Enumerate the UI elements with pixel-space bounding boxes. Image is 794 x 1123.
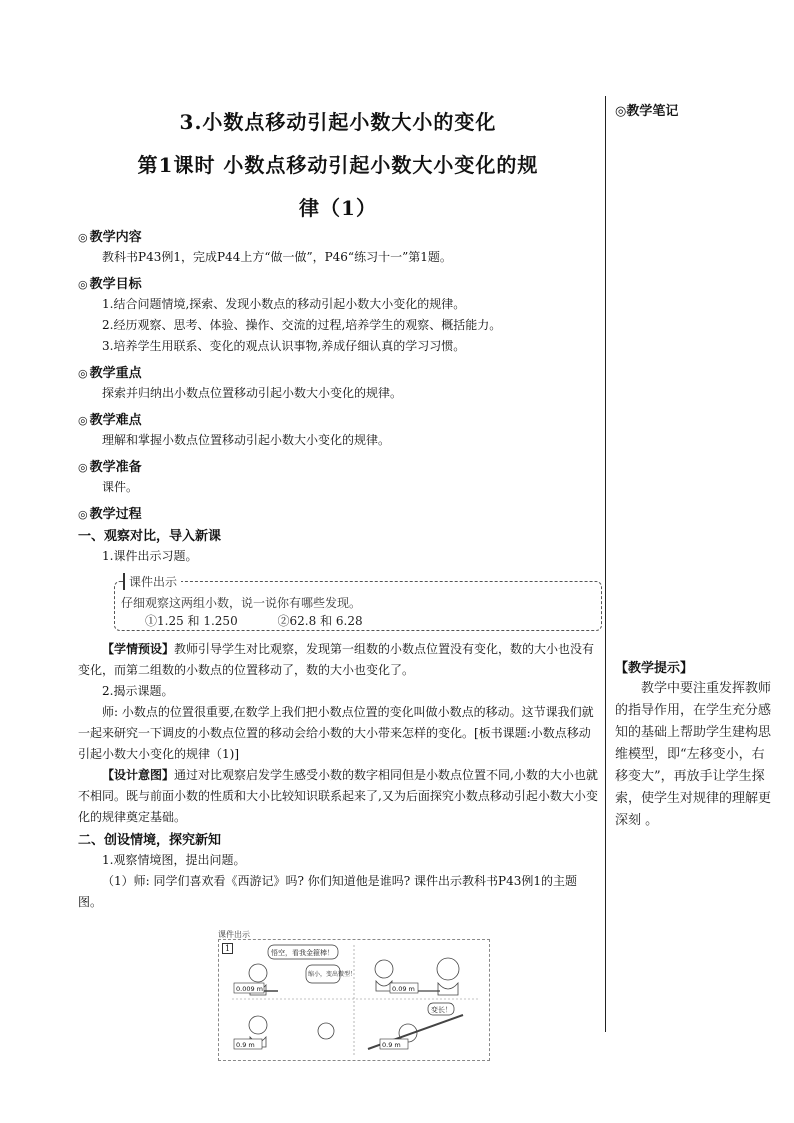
bubble-text-1: 悟空，看我金箍棒！ bbox=[271, 949, 334, 957]
courseware-box bbox=[114, 575, 602, 631]
lesson-subtitle: 第1课时 小数点移动引起小数大小变化的规 bbox=[137, 153, 539, 177]
lesson-subtitle-cont: 律（1） bbox=[299, 196, 377, 220]
section-goals-head: ◎ 教学目标 bbox=[78, 277, 142, 292]
section-mark-icon: ◎ bbox=[78, 231, 88, 244]
content-text: 教科书P43例1，完成P44上方“做一做”，P46“练习十一”第1题。 bbox=[102, 250, 452, 264]
courseware-item-b: ②62.8 和 6.28 bbox=[277, 614, 363, 628]
key-text: 探索并归纳出小数点位置移动引起小数大小变化的规律。 bbox=[102, 386, 403, 400]
goal-item: 2.经历观察、思考、体验、操作、交流的过程,培养学生的观察、概括能力。 bbox=[102, 318, 502, 332]
monkey-king-illustration bbox=[218, 929, 490, 1061]
section-mark-icon: ◎ bbox=[78, 461, 88, 474]
section-mark-icon: ◎ bbox=[78, 508, 88, 521]
prep-text: 课件。 bbox=[102, 480, 139, 494]
part2-item1: 1.观察情境图，提出问题。 bbox=[102, 853, 246, 867]
sidebar bbox=[615, 96, 775, 832]
value-label-1: 0.009 m bbox=[236, 985, 264, 993]
section-mark-icon: ◎ bbox=[78, 367, 88, 380]
value-label-3: 0.9 m bbox=[236, 1041, 255, 1049]
section-difficulty-head: ◎ 教学难点 bbox=[78, 413, 142, 428]
section-process-head: ◎ 教学过程 bbox=[78, 507, 142, 522]
section-key-head: ◎ 教学重点 bbox=[78, 366, 142, 381]
section-prep-head: ◎ 教学准备 bbox=[78, 460, 142, 475]
value-label-4: 0.9 m bbox=[382, 1041, 401, 1049]
part2-item1-1: （1）师: 同学们喜欢看《西游记》吗? 你们知道他是谁吗? 课件出示教科书P43例1的主题图。 bbox=[78, 874, 577, 909]
column-divider bbox=[605, 96, 606, 1032]
courseware-tag: 课件出示 bbox=[123, 573, 181, 590]
design-text: 通过对比观察启发学生感受小数的数字相同但是小数点位置不同,小数的大小也就不相同。既与前面小数的性质和大小比较知识联系起来了,又为后面探究小数点移动引起小数大小变化的规律奠定基础。 bbox=[78, 768, 598, 824]
part1-item2: 2.揭示课题。 bbox=[102, 684, 174, 698]
tip-title: 【教学提示】 bbox=[615, 661, 694, 676]
courseware-question: 仔细观察这两组小数，说一说你有哪些发现。 bbox=[121, 596, 362, 610]
section-content-head: ◎ 教学内容 bbox=[78, 230, 142, 245]
design-label: 【设计意图】 bbox=[102, 768, 175, 782]
prereview-paragraph bbox=[78, 639, 598, 681]
main-column bbox=[78, 96, 598, 1061]
difficulty-text: 理解和掌握小数点位置移动引起小数大小变化的规律。 bbox=[102, 433, 391, 447]
section-mark-icon: ◎ bbox=[78, 414, 88, 427]
part2-head: 二、创设情境，探究新知 bbox=[78, 833, 222, 848]
goal-item: 3.培养学生用联系、变化的观点认识事物,养成仔细认真的学习习惯。 bbox=[102, 339, 466, 353]
goal-item: 1.结合问题情境,探索、发现小数点的移动引起小数大小变化的规律。 bbox=[102, 297, 466, 311]
prereview-label: 【学情预设】 bbox=[102, 642, 175, 656]
bubble-text-3: 变长！ bbox=[431, 1006, 452, 1014]
bubble-text-2: 缩小，变出微型！ bbox=[308, 971, 357, 978]
design-paragraph bbox=[78, 765, 598, 828]
teacher-text: 师: 小数点的位置很重要,在数学上我们把小数点位置的变化叫做小数点的移动。这节课我们就一起来研究一下调皮的小数点位置的移动会给小数的大小带来怎样的变化。[板书课题:小数点移动引起小数大小变化的规律（1)] bbox=[78, 705, 594, 761]
figure-tag: 课件出示 bbox=[218, 930, 250, 939]
tip-text: 教学中要注重发挥教师的指导作用，在学生充分感知的基础上帮助学生建构思维模型，即“左移变小，右移变大”，再放手让学生探索，使学生对规律的理解更深刻 。 bbox=[615, 681, 772, 828]
value-label-2: 0.09 m bbox=[392, 985, 415, 993]
theme-figure bbox=[218, 929, 490, 1061]
prereview-text: 教师引导学生对比观察，发现第一组数的小数点位置没有变化，数的大小也没有变化，而第二组数的小数点的位置移动了，数的大小也变化了。 bbox=[78, 642, 595, 677]
notes-title: ◎教学笔记 bbox=[615, 104, 679, 119]
part1-head: 一、观察对比，导入新课 bbox=[78, 529, 222, 544]
section-mark-icon: ◎ bbox=[78, 278, 88, 291]
figure-number: 1 bbox=[222, 943, 233, 954]
courseware-items bbox=[145, 612, 399, 629]
courseware-item-a: ①1.25 和 1.250 bbox=[145, 614, 238, 628]
part1-item1: 1.课件出示习题。 bbox=[102, 549, 198, 563]
lesson-title: 3.小数点移动引起小数大小的变化 bbox=[179, 110, 497, 134]
